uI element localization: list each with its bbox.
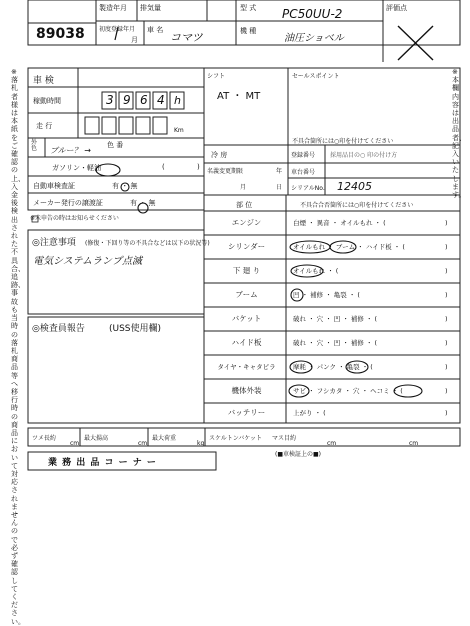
right-side-note: ※本欄内容は出品者、記入いたします。 bbox=[452, 68, 466, 200]
model-value: PC50UU-2 bbox=[282, 7, 343, 21]
part-tail: ) bbox=[445, 243, 448, 251]
part-label: エンジン bbox=[231, 218, 262, 227]
reg-number-label: 登録番号 bbox=[291, 152, 316, 159]
part-tail: ) bbox=[445, 409, 448, 417]
name-change-label: 名義変更期限 bbox=[207, 168, 244, 175]
part-desc: オイルもれ ・ ブーム ・ ハイド板 ・ ( bbox=[293, 243, 405, 251]
bottom-title: 業 務 出 品 コ ー ナ ー bbox=[48, 458, 157, 468]
max-load-kg: kg bbox=[197, 440, 205, 447]
part-label: バッテリー bbox=[227, 408, 266, 417]
part-label: ハイド板 bbox=[231, 338, 262, 347]
shift-value: AT ・ MT bbox=[217, 91, 261, 102]
first-reg-label: 初度登録年月 bbox=[99, 26, 136, 33]
year-label: 製造年月 bbox=[99, 4, 127, 12]
model-type-label: 機 種 bbox=[240, 27, 257, 35]
part-tail: ) bbox=[445, 219, 448, 227]
hours-unit: h bbox=[174, 94, 181, 107]
car-name-label: 車 名 bbox=[147, 26, 164, 34]
month-unit: 月 bbox=[240, 184, 247, 191]
model-type-value: 油圧ショベル bbox=[284, 33, 344, 44]
part-label: タイヤ・キャタピラ bbox=[217, 363, 276, 371]
max-height-label: 最大揚高 bbox=[84, 435, 109, 442]
hours-digit-4: 4 bbox=[157, 93, 165, 107]
car-name-value: コマツ bbox=[170, 31, 203, 44]
model-label: 型 式 bbox=[240, 4, 257, 12]
skeleton-label: スケルトンバケット bbox=[209, 435, 262, 442]
shaken-label: 車 検 bbox=[33, 76, 54, 86]
part-label: 下 廻 り bbox=[232, 266, 261, 275]
mass-label: マス目約 bbox=[272, 435, 297, 442]
caution-sub: (修復・下回り等の不具合などは以下の状況等) bbox=[85, 240, 210, 247]
parts-header-desc: 不具合合否箇所には○印を付けてください bbox=[300, 202, 414, 209]
hours-digit-3: 6 bbox=[140, 93, 148, 107]
fuel-paren-close: ) bbox=[197, 163, 200, 171]
fuel-paren: ( bbox=[162, 163, 165, 171]
hours-digit-1: 3 bbox=[106, 93, 114, 107]
part-label: ブーム bbox=[235, 290, 258, 299]
part-tail: ) bbox=[445, 339, 448, 347]
mass-cm: cm bbox=[327, 440, 337, 447]
auto-inspection-label: 自動車検査証 bbox=[33, 182, 75, 190]
sales-point-label: セールスポイント bbox=[292, 73, 340, 80]
exterior-value: ブルー？ → bbox=[50, 146, 91, 155]
part-label: シリンダー bbox=[227, 242, 266, 251]
exterior-label: 外 色 bbox=[31, 139, 38, 152]
part-tail: ) bbox=[445, 291, 448, 299]
displacement-label: 排気量 bbox=[140, 4, 161, 12]
part-label: バケット bbox=[231, 314, 262, 323]
part-desc: オイルもれ ・ ( bbox=[293, 267, 339, 275]
aircon-label: 冷 房 bbox=[211, 151, 228, 159]
manufacturer-cert-value: 有 ・ 無 bbox=[130, 199, 156, 207]
part-tail: ) bbox=[445, 387, 448, 395]
day-unit: 日 bbox=[276, 184, 283, 191]
max-load-label: 最大荷重 bbox=[152, 435, 177, 442]
hours-digit-2: 9 bbox=[123, 93, 131, 107]
part-desc: 上がり ・ ( bbox=[293, 409, 326, 417]
first-reg-month-unit: 月 bbox=[131, 36, 138, 44]
part-desc: 白煙 ・ 異音 ・ オイルもれ ・ ( bbox=[293, 219, 386, 227]
small-checks: 採用品目の○ 印の付け方 bbox=[330, 152, 398, 159]
part-desc: サビ ・ フシカタ ・ 穴 ・ ヘコミ ・ ( bbox=[293, 387, 403, 395]
part-tail: ) bbox=[445, 363, 448, 371]
caution-title: ◎注意事項 bbox=[32, 238, 76, 248]
km-unit: Km bbox=[174, 127, 184, 134]
rating-label: 評価点 bbox=[386, 4, 407, 12]
caution-text: 電気システムランプ点滅 bbox=[33, 256, 142, 267]
part-desc: 摩耗 ・ パンク ・ 亀裂 ・ ( bbox=[293, 363, 373, 371]
part-desc: 破れ ・ 穴 ・ 凹 ・ 補修 ・ ( bbox=[293, 315, 378, 323]
serial-value: 12405 bbox=[337, 180, 372, 193]
manufacturer-cert-label: メーカー発行の譲渡証 bbox=[33, 199, 103, 207]
auto-inspection-value: 有 ・ 無 bbox=[112, 182, 138, 190]
part-label: 機体外装 bbox=[231, 386, 262, 395]
left-side-note: ※落札者様は本紙をご確認の上、入金後検出された不具合、追跡、事故も当時の落札商品等へ移行時の商品において対応されませんので必ず確認してください。 bbox=[11, 68, 25, 626]
check-label: (■車検証上の■) bbox=[275, 451, 322, 458]
tsume-cm: cm bbox=[70, 440, 80, 447]
year-unit: 年 bbox=[276, 168, 283, 175]
shift-label: シフト bbox=[207, 73, 226, 80]
part-tail: ) bbox=[445, 267, 448, 275]
mileage-label: 走 行 bbox=[36, 122, 53, 130]
vin-label: 車台番号 bbox=[291, 169, 316, 176]
color-no-label: 色 番 bbox=[107, 141, 124, 149]
inspector-sub: (USS使用欄) bbox=[109, 324, 162, 334]
lot-number: 89038 bbox=[36, 26, 85, 42]
inspector-title: ◎検査員報告 bbox=[32, 324, 85, 334]
tsume-label: ツメ長約 bbox=[32, 435, 56, 442]
parts-header-part: 部 位 bbox=[236, 201, 253, 209]
fuel-label: ガソリン・軽油 bbox=[52, 164, 101, 172]
part-tail: ) bbox=[445, 315, 448, 323]
note-blank: ※未申告の時はお知らせください bbox=[30, 215, 119, 222]
mass-cm-2: cm bbox=[409, 440, 419, 447]
part-desc: 破れ ・ 穴 ・ 凹 ・ 補修 ・ ( bbox=[293, 339, 378, 347]
serial-label: シリアルNo. bbox=[291, 185, 325, 192]
max-height-cm: cm bbox=[138, 440, 148, 447]
part-desc: 凹 ・ 補修 ・ 亀裂 ・ ( bbox=[293, 291, 360, 299]
operating-hours-label: 稼動時間 bbox=[33, 97, 61, 105]
top-note: 不具合箇所には○印を付けてください bbox=[292, 138, 394, 145]
